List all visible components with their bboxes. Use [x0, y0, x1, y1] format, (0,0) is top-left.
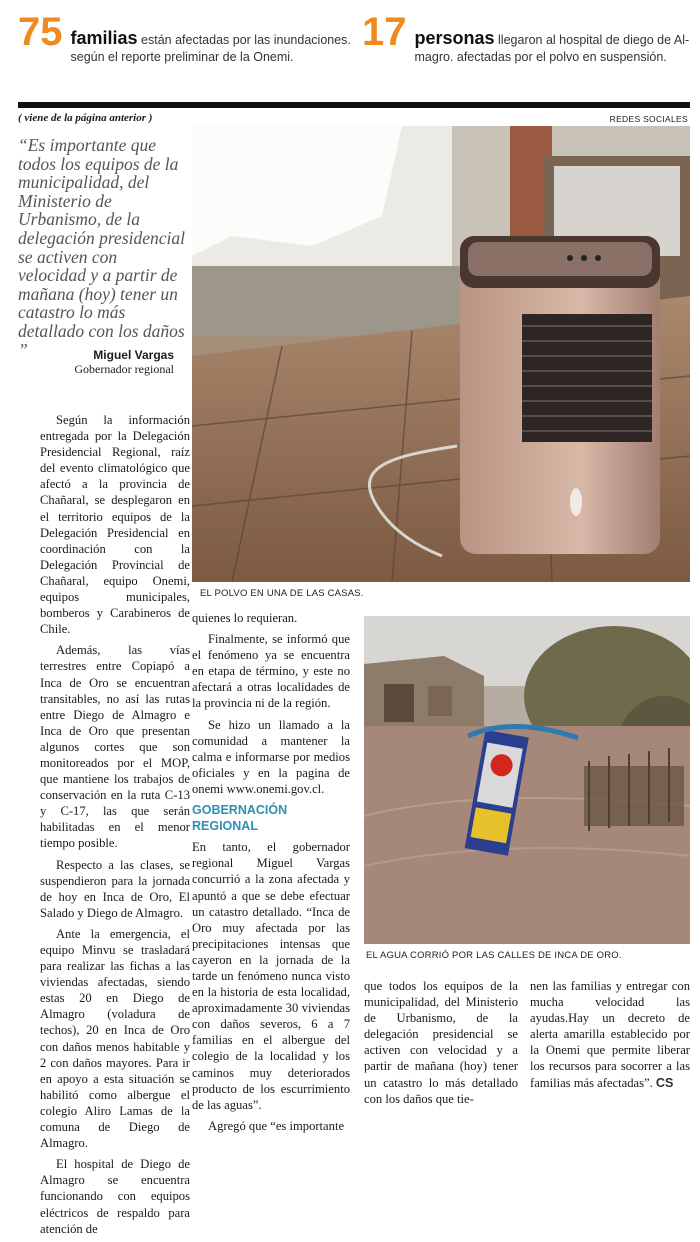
photo-caption: EL AGUA CORRIÓ POR LAS CALLES DE INCA DE ORO. [366, 950, 622, 961]
paragraph: quienes lo requieran. [192, 611, 298, 625]
end-mark: CS [655, 1075, 674, 1090]
paragraph: nen las familias y entregar con mucha velocidad las ayudas.Hay un decreto de alerta amarilla establecido por la Onemi que permite liberar los recursos para socorrer a las familias más afectadas”. [530, 979, 690, 1090]
section-rule [18, 102, 690, 108]
paragraph: El hospital de Diego de Almagro se encuentra funcionando con equipos eléctricos de respaldo para atención de [40, 1157, 190, 1236]
paragraph: En tanto, el gobernador regional Miguel Vargas concurrió a la zona afectada y apuntó a que se debe efectuar un catastro detallado. “Inca de Oro muy afectada por las precipitaciones intensas que cayeron en la jornada de la tarde un fenómeno nunca visto en la historia de esta localidad, aproximadamente 30 viviendas con daños severos, 6 a 7 familias en el albergue del colegio de la localidad y los caminos muy deteriorados producto de los escurrimiento de las aguas”. [192, 840, 350, 1112]
photo-dust-house [192, 126, 690, 582]
paragraph: Se hizo un llamado a la comunidad a mantener la calma e informarse por medios oficiales y en la pagina de onemi www.onemi.gov.cl. [192, 717, 350, 796]
paragraph: que todos los equipos de la municipalidad, del Ministerio de Urbanismo, de la delegación presidencial se activen con velocidad y a partir de mañana (hoy) tener un catastro lo más detallado con los daños que tie- [364, 979, 518, 1106]
article-column-1 [40, 412, 190, 1242]
photo-flooded-street [364, 616, 690, 944]
article-column-4 [530, 978, 690, 1096]
article-column-2 [192, 610, 350, 1139]
stat-word: personas [414, 28, 495, 48]
stat-text-line2: según el reporte preliminar de la Onemi. [70, 50, 294, 64]
stat-text-line2: magro. afectadas por el polvo en suspensión. [414, 50, 667, 64]
article-column-3 [364, 978, 518, 1112]
continued-note: ( viene de la página anterior ) [18, 112, 153, 124]
paragraph: Finalmente, se informó que el fenómeno ya se encuentra en etapa de término, y este no afectará a otras localidades de la provincia ni de la región. [192, 632, 350, 711]
pull-quote: “Es importante que todos los equipos de la municipalidad, del Ministerio de Urbanismo, de la delegación presidencial se activen con velocidad y a partir de mañana (hoy) tener un catastro lo más detallado con los daños ” [18, 135, 186, 360]
paragraph: Según la información entregada por la Delegación Presidencial Regional, raíz del evento climatológico que afectó a la provincia de Chañaral, se desplegaron en el territorio equipos de la Delegación Presidencial en coordinación con la Delegación Provincial de Chañaral, equipo Onemi, equipos municipales, bomberos y Carabineros de Chile. [40, 413, 190, 637]
quote-byline [18, 348, 174, 377]
byline-name: Miguel Vargas [93, 348, 174, 362]
photo-caption: EL POLVO EN UNA DE LAS CASAS. [200, 588, 364, 599]
paragraph: Ante la emergencia, el equipo Minvu se trasladará para realizar las fichas a las viviendas afectadas, siendo estas 20 en Diego de Almagro (voladura de techos), 20 en Inca de Oro con daños menos habitable y 2 con daños mayores. Para ir en apoyo a esta situación se habilitó como albergue el colegio Aliro Lamas de la comuna de Diego de Almagro. [40, 926, 190, 1151]
stat-familias [18, 10, 351, 64]
photo-credit: REDES SOCIALES [609, 114, 688, 124]
stat-number: 17 [362, 10, 407, 54]
stat-word: familias [70, 28, 138, 48]
stat-text: están afectadas por las inundaciones. [141, 33, 351, 47]
paragraph: Además, las vías terrestres entre Copiapó a Inca de Oro se encuentran transitables, no así las rutas entre Diego de Almagro e Inca de Oro que presentan algunos cortes que son monitoreados por el MOP, que mantiene los trabajos de conservación en la ruta C-13 y C-17, las que serán habilitadas en el menor tiempo posible. [40, 643, 190, 851]
stat-personas [362, 10, 690, 64]
stat-text: llegaron al hospital de diego de Al- [498, 33, 690, 47]
byline-role: Gobernador regional [74, 362, 174, 376]
paragraph: Agregó que “es importante [208, 1118, 345, 1133]
paragraph: Respecto a las clases, se suspendieron para la jornada de hoy en Inca de Oro, El Salado y Diego de Almagro. [40, 857, 190, 920]
section-subhead: GOBERNACIÓN REGIONAL [192, 803, 288, 834]
stat-number: 75 [18, 10, 63, 54]
